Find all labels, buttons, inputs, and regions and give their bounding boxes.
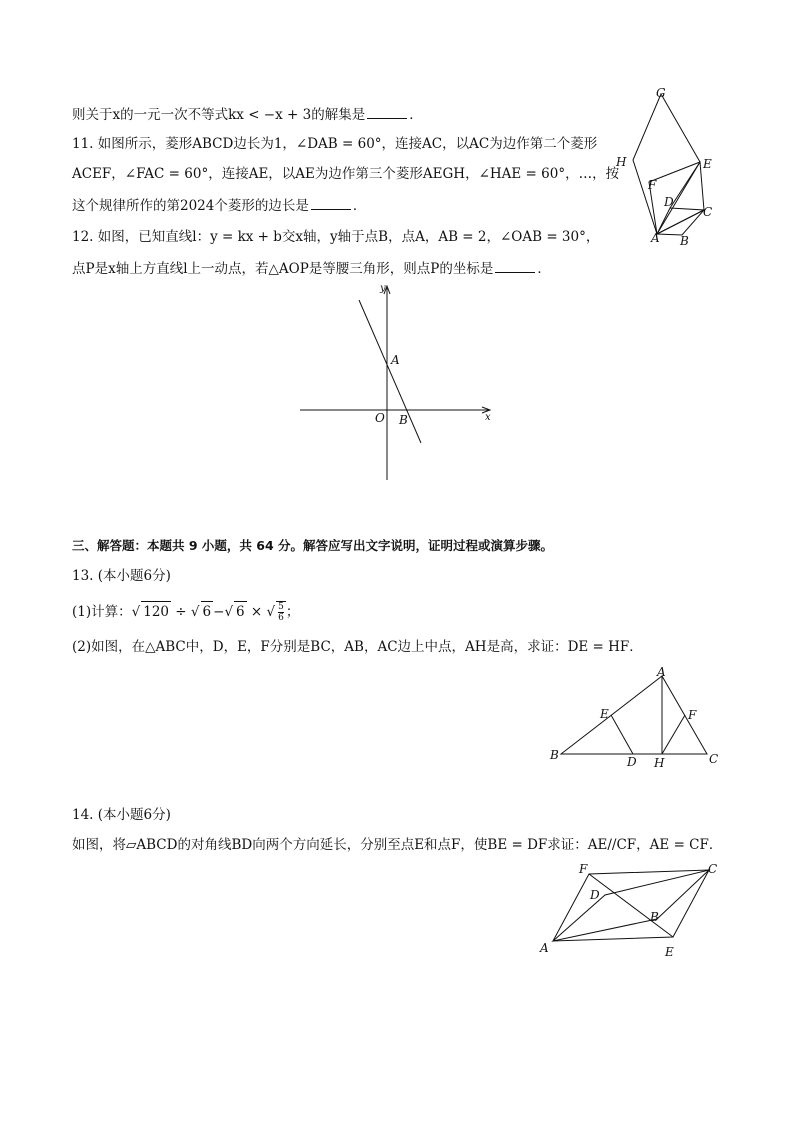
q10-line: [72, 104, 423, 125]
radicand-6a: 6: [201, 601, 214, 622]
answer-blank: [311, 195, 351, 210]
op-divide: ÷: [171, 604, 191, 620]
label-C: C: [708, 862, 718, 876]
label-D: D: [627, 755, 637, 769]
q10-end: ．: [409, 107, 423, 123]
q12-line-2: [72, 258, 551, 279]
label-x: x: [485, 412, 491, 423]
parallelogram-figure: [535, 858, 725, 963]
q14-title: 14. (本小题6分): [72, 807, 171, 823]
q13-title: 13. (本小题6分): [72, 568, 171, 584]
label-C: C: [703, 205, 713, 219]
rhombus-AEGH: [633, 94, 700, 234]
label-G: G: [656, 86, 666, 100]
label-A: A: [657, 665, 666, 679]
q11-text-3: 这个规律所作的第2024个菱形的边长是: [72, 198, 309, 214]
label-E: E: [703, 157, 712, 171]
label-A: A: [651, 231, 660, 245]
frac-num: 5: [278, 602, 284, 612]
q12-line-1: 12. 如图，已知直线l：y = kx + b交x轴，y轴于点B，点A，AB = 2，∠OAB = 30°，: [72, 229, 600, 245]
label-B: B: [399, 413, 408, 427]
answer-blank: [495, 258, 535, 273]
triangle-figure: [545, 662, 725, 772]
rhombus-figure: [608, 82, 728, 252]
label-O: O: [375, 411, 385, 425]
diagonal-FE: [589, 874, 673, 937]
label-H: H: [654, 756, 665, 770]
frac-den: 6: [278, 613, 284, 623]
segment-DE: [670, 162, 700, 208]
label-E: E: [600, 707, 609, 721]
radicand-120: 120: [141, 601, 171, 622]
q12-text-2: 点P是x轴上方直线l上一动点，若△AOP是等腰三角形，则点P的坐标是: [72, 261, 494, 277]
label-F: F: [579, 862, 588, 876]
label-H: H: [616, 155, 627, 169]
q11-line-1: 11. 如图所示，菱形ABCD边长为1，∠DAB = 60°，连接AC，以AC为边作第二个菱形: [72, 136, 598, 152]
line-l: [359, 300, 421, 443]
q10-text: 则关于x的一元一次不等式kx < −x + 3的解集是: [72, 107, 366, 123]
q12-end: ．: [537, 261, 551, 277]
section-heading: 三、解答题：本题共 9 小题，共 64 分。解答应写出文字说明，证明过程或演算步骤。: [72, 538, 554, 553]
op-times: ×: [246, 604, 267, 620]
q13-part2: (2)如图，在△ABC中，D，E，F分别是BC，AB，AC边上中点，AH是高，求证：DE = HF．: [72, 639, 643, 655]
label-B: B: [650, 910, 659, 924]
axes-figure: [295, 280, 500, 485]
segment-HF: [662, 715, 685, 754]
q13-p1-prefix: (1)计算：: [72, 604, 132, 620]
label-D: D: [664, 195, 674, 209]
answer-blank: [367, 104, 407, 119]
label-y: y: [380, 283, 386, 294]
triangle-ABC: [561, 676, 707, 754]
q11-line-2: ACEF，∠FAC = 60°，连接AE，以AE为边作第三个菱形AEGH，∠HAE = 60°，…，按: [72, 166, 620, 182]
op-minus: −: [213, 604, 225, 620]
segment-DE: [611, 715, 633, 754]
q13-part1: (1)计算：√ 120 ÷ √ 6 −√ 6 × √ $\frac{5}{6}$ ；: [72, 602, 300, 623]
label-F: F: [648, 178, 657, 192]
label-B: B: [680, 234, 689, 248]
fraction-5-6: [278, 602, 284, 623]
label-B: B: [550, 748, 559, 762]
label-A: A: [540, 941, 549, 955]
label-F: F: [688, 708, 697, 722]
q11-end: ．: [352, 198, 367, 214]
q13-p1-end: ；: [285, 604, 300, 620]
label-D: D: [590, 888, 600, 902]
label-E: E: [665, 945, 674, 959]
q14-text: 如图，将▱ABCD的对角线BD向两个方向延长，分别至点E和点F，使BE = DF求证：AE//CF，AE = CF．: [72, 837, 723, 853]
q11-line-3: [72, 195, 366, 216]
radicand-6b: 6: [234, 601, 247, 622]
label-A: A: [391, 353, 400, 367]
label-C: C: [709, 752, 719, 766]
